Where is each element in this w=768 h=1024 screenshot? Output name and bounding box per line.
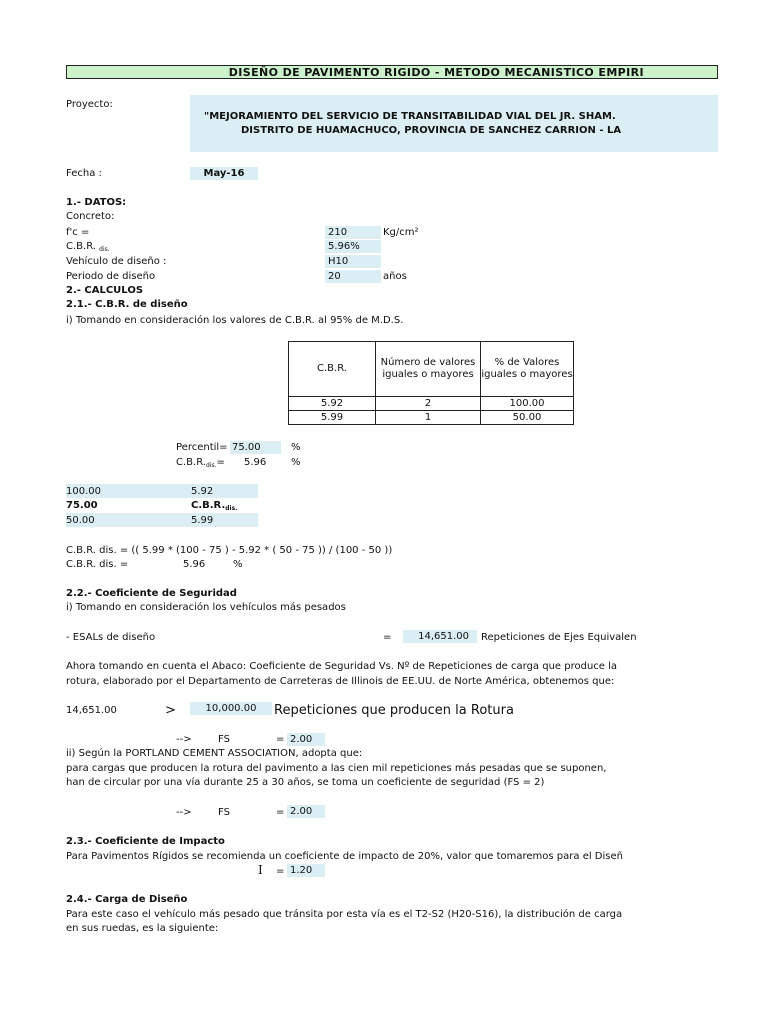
concreto-label: Concreto: [66,211,115,222]
abaco-line-1: Ahora tomando en cuenta el Abaco: Coeficiente de Seguridad Vs. Nº de Repeticiones de carga que produce la [66,661,618,672]
pca-line-3: han de circular por una vía durante 25 a 30 años, se toma un coeficiente de seguridad (FS = 2) [66,777,545,788]
table-row [289,397,574,411]
table-cell: 5.99 [289,411,376,425]
carga-line-1: Para este caso el vehículo más pesado que tránsita por esta vía es el T2-S2 (H20-S16), la distribución de carga [66,909,623,920]
vehicle-label: Vehículo de diseño : [66,256,167,267]
cbr-result-label: C.B.R. dis. = [66,559,129,570]
project-line-2: DISTRITO DE HUAMACHUCO, PROVINCIA DE SANCHEZ CARRION - LA [241,125,622,136]
section-2-4-heading: 2.4.- Carga de Diseño [66,894,188,905]
fs2-label: FS [218,807,230,818]
section-2-1-intro: i) Tomando en consideración los valores de C.B.R. al 95% de M.D.S. [66,315,404,326]
fs-value: 2.00 [287,733,325,746]
impacto-value: 1.20 [287,864,325,877]
vehicle-value: H10 [325,255,381,268]
table-cell: 1 [376,411,481,425]
impacto-eq: = [276,866,285,877]
table-row [289,411,574,425]
impacto-text: Para Pavimentos Rígidos se recomienda un coeficiente de impacto de 20%, valor que tomaremos para el Diseñ [66,851,623,862]
interp-row-2-b: $C.B.R._{dis.}$ [191,500,238,512]
pca-line-1: ii) Según la PORTLAND CEMENT ASSOCIATION, adopta que: [66,748,363,759]
cbr-table-header: C.B.R. [289,342,376,397]
percentil-unit: % [291,442,301,453]
compare-operator: > [165,703,176,718]
date-value: May-16 [190,167,258,180]
cbr-label: C.B.R. $_{dis.}$ [66,241,110,253]
cbr-formula: C.B.R. dis. = (( 5.99 * (100 - 75 ) - 5.92 * ( 50 - 75 )) / (100 - 50 )) [66,545,393,556]
table-cell: 5.92 [289,397,376,411]
cbr-result-value: 5.96 [183,559,206,570]
section-2-3-heading: 2.3.- Coeficiente de Impacto [66,836,225,847]
section-2-2-intro: i) Tomando en consideración los vehículos más pesados [66,602,346,613]
table-cell: 100.00 [481,397,574,411]
esals-eq: = [383,632,392,643]
fs-label: FS [218,734,230,745]
cbr-table [288,341,574,425]
fc-label: f'c = [66,227,90,238]
date-label: Fecha : [66,168,102,179]
section-2-1-heading: 2.1.- C.B.R. de diseño [66,299,188,310]
compare-text: Repeticiones que producen la Rotura [274,703,514,718]
interp-row-3-a: 50.00 [66,515,95,526]
cbr-table-header: % de Valores iguales o mayores [481,342,574,397]
section-calculos-heading: 2.- CALCULOS [66,285,144,296]
period-label: Periodo de diseño [66,271,156,282]
cbr-dis-label: $C.B.R._{dis.}=$ [176,457,225,469]
section-datos-heading: 1.- DATOS: [66,197,127,208]
compare-left: 14,651.00 [66,705,117,716]
carga-line-2: en sus ruedas, es la siguiente: [66,923,219,934]
cbr-value: 5.96% [325,240,381,253]
esals-label: - ESALs de diseño [66,632,156,643]
impacto-i-label: I [258,863,263,877]
fs-arrow: --> [176,734,192,745]
page-title: DISEÑO DE PAVIMENTO RIGIDO - METODO MECANISTICO EMPIRI [228,66,644,79]
interp-row-1-a: 100.00 [66,486,101,497]
esals-value: 14,651.00 [403,630,477,643]
percentil-value: 75.00 [230,441,281,454]
pca-line-2: para cargas que producen la rotura del pavimento a las cien mil repeticiones más pesadas que se suponen, [66,763,607,774]
interp-row-3-b: 5.99 [191,515,214,526]
interp-row-2-a: 75.00 [66,500,98,511]
section-2-2-heading: 2.2.- Coeficiente de Seguridad [66,588,237,599]
period-value: 20 [325,270,381,283]
cbr-result-unit: % [233,559,243,570]
fs2-eq: = [276,807,285,818]
project-line-1: "MEJORAMIENTO DEL SERVICIO DE TRANSITABILIDAD VIAL DEL JR. SHAM. [204,111,616,122]
cbr-table-header: Número de valores iguales o mayores [376,342,481,397]
cbr-dis-unit: % [291,457,301,468]
esals-unit: Repeticiones de Ejes Equivalen [481,632,637,643]
fs-eq: = [276,734,285,745]
table-cell: 2 [376,397,481,411]
compare-value: 10,000.00 [190,702,272,715]
project-label: Proyecto: [66,99,113,110]
table-cell: 50.00 [481,411,574,425]
fs2-arrow: --> [176,807,192,818]
period-unit: años [383,271,407,282]
percentil-label: Percentil= [176,442,228,453]
abaco-line-2: rotura, elaborado por el Departamento de Carreteras de Illinois de EE.UU. de Norte América, obtenemos que: [66,676,615,687]
cbr-dis-value: 5.96 [244,457,267,468]
interp-row-1-b: 5.92 [191,486,214,497]
fc-unit: Kg/cm² [383,227,419,238]
fc-value: 210 [325,226,381,239]
interp-row-3-bg [66,513,258,527]
fs2-value: 2.00 [287,805,325,818]
